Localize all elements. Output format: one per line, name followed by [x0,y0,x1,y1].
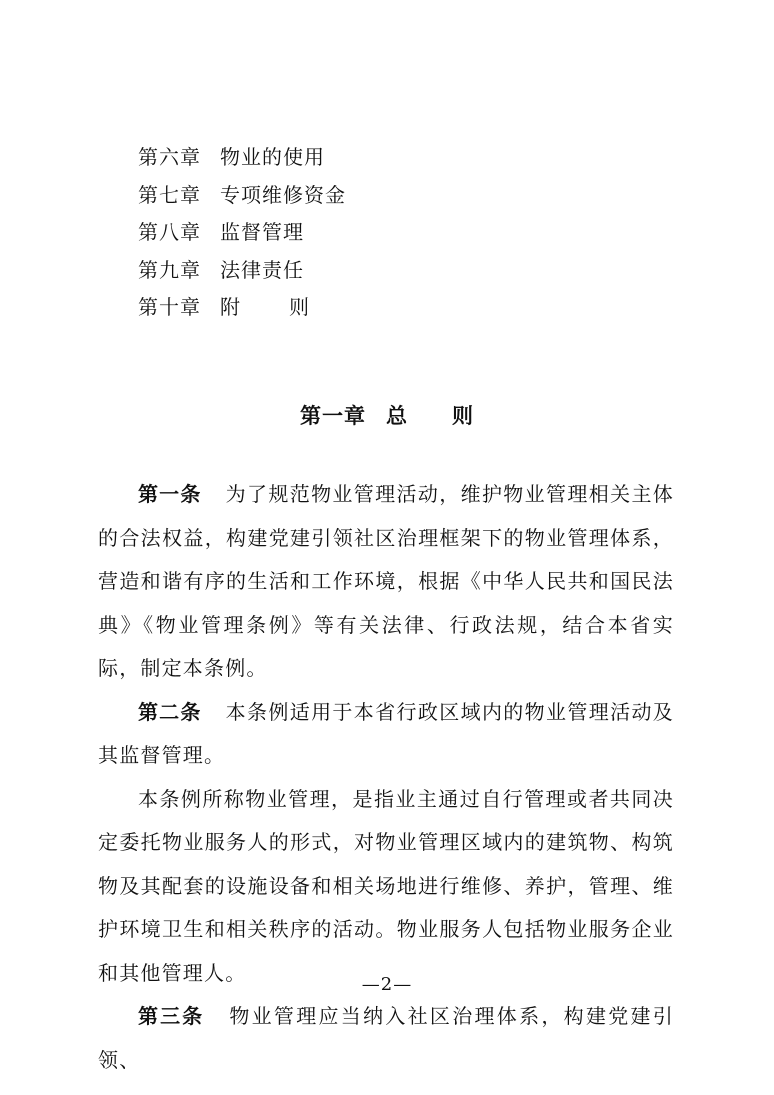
article-text: 物业管理应当纳入社区治理体系，构建党建引领、 [98,1004,675,1072]
chapter-heading-title-part: 则 [452,404,474,428]
toc-chapter-number: 第八章 [138,220,201,244]
toc-item [138,214,346,252]
toc-chapter-title: 物业的使用 [220,145,325,169]
article-label: 第二条 [138,699,202,724]
article-text: 本条例适用于本省行政区域内的物业管理活动及其监督管理。 [98,699,675,767]
article-text: 为了规范物业管理活动，维护物业管理相关主体的合法权益，构建党建引领社区治理框架下的物业管理体系，营造和谐有序的生活和工作环境，根据《中华人民共和国民法典》《物业管理条例》等有关法律、行政法规，结合本省实际，制定本条例。 [98,482,675,680]
toc-chapter-number: 第十章 [138,295,201,319]
toc-chapter-number: 第九章 [138,257,201,282]
article-label: 第一条 [138,482,202,506]
chapter-heading-number: 第一章 [300,404,366,428]
chapter-heading-title-part: 总 [386,404,408,428]
toc-item [138,139,346,177]
toc-item [138,289,346,327]
toc-chapter-number: 第七章 [138,182,201,207]
article-paragraph [98,995,674,1082]
toc-chapter-title-part: 附 [220,295,241,319]
article-text: 本条例所称物业管理，是指业主通过自行管理或者共同决定委托物业服务人的形式，对物业管理区域内的建筑物、构筑物及其配套的设施设备和相关场地进行维修、养护，管理、维护环境卫生和相关秩序的活动。物业服务人包括物业服务企业和其他管理人。 [98,786,674,985]
toc-item [138,177,346,215]
toc-chapter-title-part: 则 [289,295,310,319]
page-number: —2— [361,974,413,995]
article-paragraph [98,778,674,996]
toc-chapter-title: 法律责任 [220,257,304,282]
table-of-contents [138,139,346,327]
article-label: 第三条 [138,1004,205,1028]
article-paragraph [98,473,674,691]
toc-chapter-title: 监督管理 [220,220,304,244]
toc-item [138,252,346,290]
toc-chapter-title: 专项维修资金 [220,182,346,207]
article-paragraph [98,691,674,778]
chapter-heading [0,400,774,430]
toc-chapter-number: 第六章 [138,145,201,169]
